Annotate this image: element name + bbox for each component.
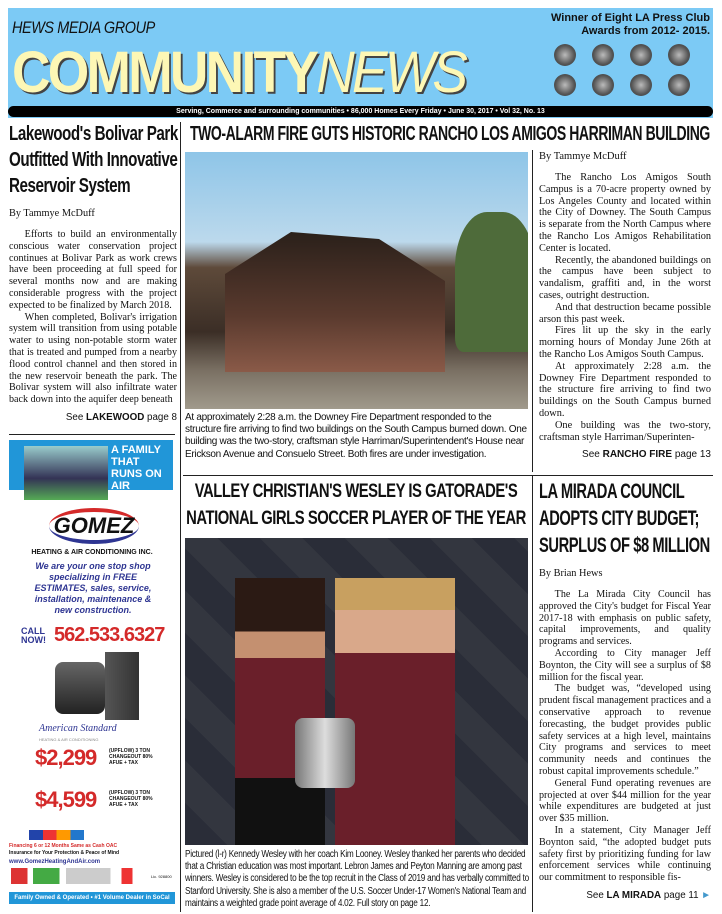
arrow-icon: ► — [701, 889, 711, 901]
paragraph: Efforts to build an environmentally conscious water conservation project continues at Bolivar Park as work crews have been proceeding at full speed for several months now and are making considerable progress with the project expected to be finalized by March 2018. — [9, 229, 177, 311]
paragraph: According to City manager Jeff Boynton, the City will see a surplus of $8 million for the fiscal year. — [539, 647, 711, 683]
medal-icon — [554, 44, 576, 66]
soccer-headline[interactable]: VALLEY CHRISTIAN'S WESLEY IS GATORADE'S NATIONAL GIRLS SOCCER PLAYER OF THE YEAR — [186, 481, 526, 529]
paragraph: Fires lit up the sky in the early morning hours of Monday June 26th at the Rancho Los Amigos South Campus. — [539, 325, 711, 360]
american-standard-sub: HEATING & AIR CONDITIONING — [39, 737, 99, 742]
gomez-subtitle: HEATING & AIR CONDITIONING INC. — [31, 549, 153, 556]
lakewood-byline: By Tammye McDuff — [9, 208, 95, 219]
see-key: LAKEWOOD — [86, 411, 145, 423]
section-divider — [183, 475, 713, 476]
see-prefix: See — [586, 889, 604, 901]
lakewood-continued-link[interactable] — [9, 412, 177, 424]
paragraph: General Fund operating revenues are projected at over $44 million for the year while expenditures are budgeted at just over $35 million. — [539, 777, 711, 825]
payment-cards-icon — [29, 830, 84, 840]
soccer-photo — [185, 538, 528, 845]
paragraph: And that destruction became possible arson this past week. — [539, 301, 711, 325]
medal-icon — [630, 74, 652, 96]
mirada-column — [539, 567, 711, 902]
ac-unit-image — [55, 662, 105, 714]
furnace-image — [105, 652, 139, 720]
see-page: page 11 — [663, 889, 699, 901]
mirada-body — [539, 589, 711, 884]
soccer-caption: Pictured (l-r) Kennedy Wesley with her coach Kim Looney. Wesley thanked her parents who decided that a Christian education was most important. Lebron James and Peyton Manning are among past winners. Wesley is considered to be the top recruit in the Class of 2019 and has verbally committed to Stanford University. She is also a member of the U.S. Soccer Under-17 Women's National Team and maintains a weighted grade point average of 4.02. Full story on page 12. — [185, 849, 529, 909]
paragraph: The Rancho Los Amigos South Campus is a 70-acre property owned by Los Angeles County and located within the City of Downey. The South Campus is separate from the North Campus where the Rancho Los Amigos Rehabilitation Center is located. — [539, 172, 711, 254]
paragraph: When completed, Bolivar's irrigation system will transition from using potable water to using non-potable storm water that is treated and pumped from a nearby flood control channel and then stored in the new reservoir beneath the park. The Bolivar system will also infiltrate water back down into the aquifer deep beneath — [9, 311, 177, 406]
award-text: Winner of Eight LA Press Club Awards from 2012- 2015. — [550, 12, 710, 37]
financing-text: Financing 6 or 12 Months Same as Cash OAC — [9, 843, 118, 849]
ad-pitch: We are your one stop shop specializing in FREE ESTIMATES, sales, service, installation, maintenance & new construction. — [34, 561, 152, 615]
gomez-ad[interactable] — [9, 440, 175, 910]
call-now: CALL NOW! — [21, 626, 46, 645]
tagline-bar: Serving, Commerce and surrounding communities • 86,000 Homes Every Friday • June 30, 2017 • Vol 32, No. 13 — [8, 106, 713, 117]
publisher-name: HEWS MEDIA GROUP — [12, 18, 155, 37]
kim-looney — [335, 578, 455, 845]
medal-icon — [630, 44, 652, 66]
see-page: page 8 — [147, 411, 177, 423]
family-photo — [24, 446, 108, 500]
see-prefix: See — [582, 449, 600, 461]
paragraph: One building was the two-story, craftsman style Harriman/Superinten- — [539, 419, 711, 443]
ad-banner-text: A FAMILY THAT RUNS ON AIR — [111, 444, 162, 492]
license-number: Lic. 928800 — [151, 874, 172, 879]
offer-1-price: $2,299 — [35, 745, 97, 770]
see-page: page 13 — [674, 449, 711, 461]
mirada-headline[interactable]: LA MIRADA COUNCIL ADOPTS CITY BUDGET; SURPLUS OF $8 MILLION — [539, 480, 710, 557]
paragraph: At approximately 2:28 a.m. the Downey Fire Department responded to the structure fire arriving to find two buildings on the South Campus burned down. — [539, 360, 711, 419]
mirada-byline: By Brian Hews — [539, 568, 603, 579]
divider — [9, 434, 175, 435]
offer-1-detail: (UPFLOW) 3 TON CHANGEOUT 80% AFUE + TAX — [109, 748, 153, 766]
insurance-text: Insurance for Your Protection & Peace of Mind — [9, 850, 120, 856]
medal-icon — [668, 74, 690, 96]
paragraph: Recently, the abandoned buildings on the campus have been subject to vandalism, graffiti and, in the worst cases, outright destruction. — [539, 254, 711, 301]
column-divider — [532, 476, 533, 912]
medal-icon — [668, 44, 690, 66]
see-key: RANCHO FIRE — [602, 449, 673, 461]
paragraph: The La Mirada City Council has approved the City's budget for Fiscal Year 2017-18 with emphasis on public safety, capital improvements, and quality programs and services. — [539, 589, 711, 648]
burned-building — [225, 232, 445, 372]
column-divider — [532, 150, 533, 472]
column-divider — [180, 122, 181, 912]
american-standard-logo: American Standard — [39, 723, 117, 734]
ad-website[interactable]: www.GomezHeatingAndAir.com — [9, 859, 101, 865]
ad-phone[interactable]: 562.533.6327 — [54, 624, 165, 646]
offer-2-detail: (UPFLOW) 3 TON CHANGEOUT 80% AFUE + TAX — [109, 790, 153, 808]
lakewood-column — [9, 207, 177, 424]
fire-column — [539, 150, 711, 461]
paragraph: In a statement, City Manager Jeff Boynton said, “the adopted budget puts safety first by prioritizing funding for law enforcement services while continuing our commitment to responsible fis- — [539, 824, 711, 884]
fire-body — [539, 172, 711, 443]
medal-icon — [592, 44, 614, 66]
logo-main: COMMUNITY — [12, 40, 317, 105]
paragraph: The budget was, “developed using prudent fiscal management practices and a conservative approach to revenue forecasting, the budget provides public safety services at a high level, maintains City programs and services to meet community needs and continues the robust capital improvements schedule.” — [539, 683, 711, 777]
partner-logos — [11, 868, 149, 884]
tree — [455, 212, 528, 352]
medal-icon — [554, 74, 576, 96]
mirada-continued-link[interactable] — [539, 890, 711, 902]
fire-headline[interactable]: TWO-ALARM FIRE GUTS HISTORIC RANCHO LOS AMIGOS HARRIMAN BUILDING — [190, 123, 710, 145]
kennedy-wesley — [235, 578, 325, 845]
lakewood-body — [9, 229, 177, 406]
ad-footer: Family Owned & Operated • #1 Volume Dealer in SoCal — [9, 892, 175, 904]
logo-italic: NEWS — [316, 40, 466, 105]
gatorade-trophy — [295, 718, 355, 788]
see-key: LA MIRADA — [606, 889, 662, 901]
fire-continued-link[interactable] — [539, 449, 711, 461]
award-medals — [554, 44, 704, 102]
medal-icon — [592, 74, 614, 96]
lakewood-headline[interactable]: Lakewood's Bolivar Park Outfitted With Innovative Reservoir System — [9, 123, 178, 197]
offer-2-price: $4,599 — [35, 787, 97, 812]
fire-caption: At approximately 2:28 a.m. the Downey Fire Department responded to the structure fire arriving to find two buildings on the South Campus burned down. One building was the two-story, craftsman style Harriman/Superintendent's House near Erickson Avenue and Consuelo Street. Both fires are under investigation. — [185, 412, 527, 460]
fire-photo — [185, 152, 528, 409]
gomez-logo: GOMEZ — [49, 508, 139, 544]
see-prefix: See — [65, 411, 84, 423]
newspaper-logo — [12, 40, 466, 105]
fire-byline: By Tammye McDuff — [539, 151, 627, 162]
